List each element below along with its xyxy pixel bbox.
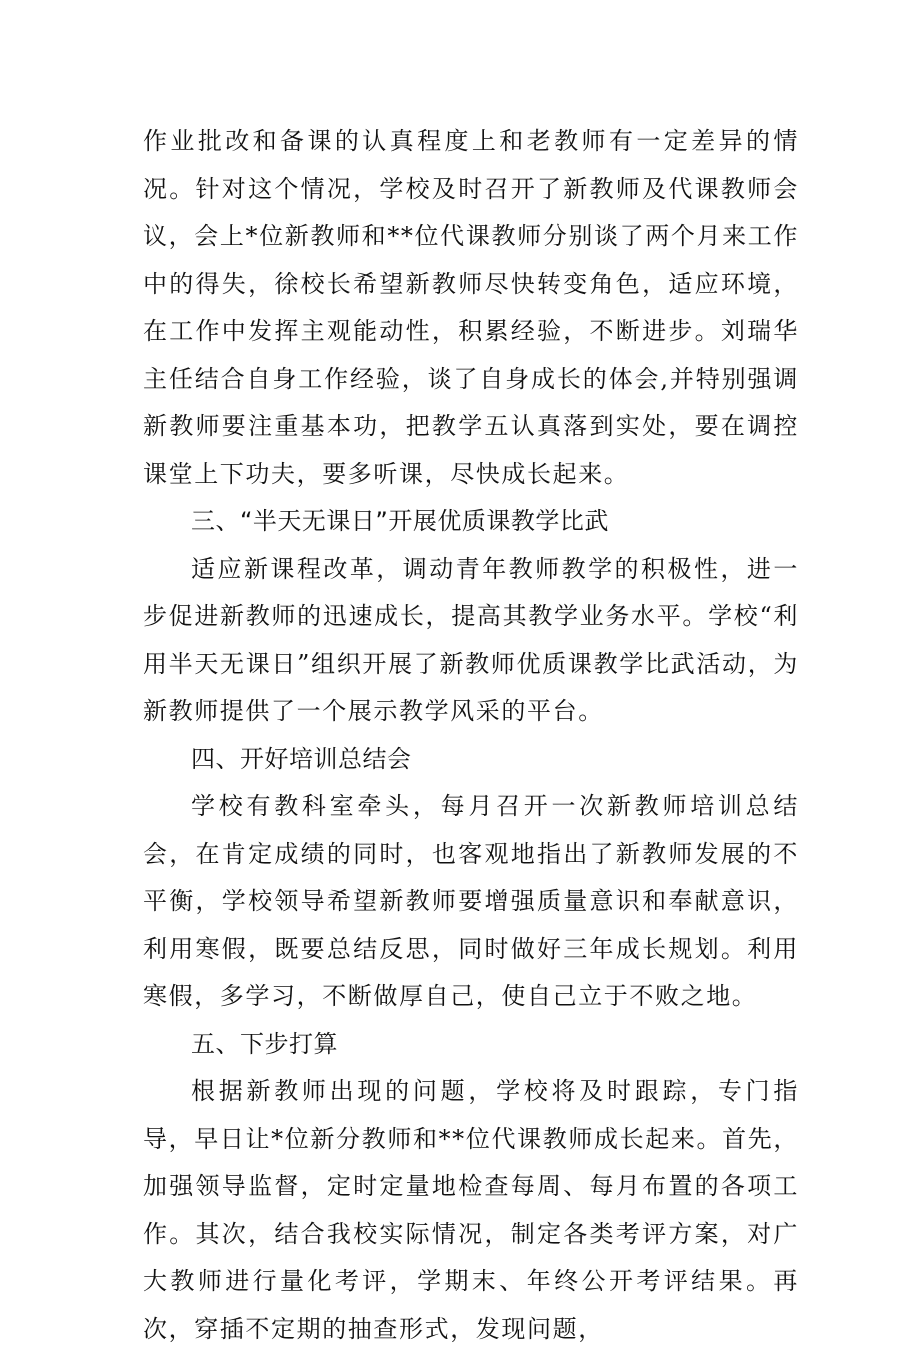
paragraph-section-4: 学校有教科室牵头，每月召开一次新教师培训总结会，在肯定成绩的同时，也客观地指出了新教师发展的不平衡，学校领导希望新教师要增强质量意识和奉献意识，利用寒假，既要总结反思，同时做好三年成长规划。利用寒假，多学习，不断做厚自己，使自己立于不败之地。 (143, 792, 799, 1010)
paragraph-section-3: 适应新课程改革，调动青年教师教学的积极性，进一步促进新教师的迅速成长，提高其教学业务水平。学校“利用半天无课日”组织开展了新教师优质课教学比武活动，为新教师提供了一个展示教学风采的平台。 (143, 554, 799, 725)
section-heading-4: 四、开好培训总结会 (191, 744, 412, 773)
paragraph-section-5: 根据新教师出现的问题，学校将及时跟踪，专门指导，早日让*位新分教师和**位代课教师成长起来。首先，加强领导监督，定时定量地检查每周、每月布置的各项工作。其次，结合我校实际情况，制定各类考评方案，对广大教师进行量化考评，学期末、年终公开考评结果。再次，穿插不定期的抽查形式，发现问题， (143, 1077, 799, 1343)
section-heading-3: 三、“半天无课日”开展优质课教学比武 (191, 507, 609, 535)
document-body (143, 118, 799, 1353)
section-heading-5: 五、下步打算 (191, 1029, 338, 1058)
paragraph-continuation: 作业批改和备课的认真程度上和老教师有一定差异的情况。针对这个情况，学校及时召开了新教师及代课教师会议，会上*位新教师和**位代课教师分别谈了两个月来工作中的得失，徐校长希望新教师尽快转变角色，适应环境，在工作中发挥主观能动性，积累经验，不断进步。刘瑞华主任结合自身工作经验，谈了自身成长的体会,并特别强调新教师要注重基本功，把教学五认真落到实处，要在调控课堂上下功夫，要多听课，尽快成长起来。 (143, 127, 799, 488)
